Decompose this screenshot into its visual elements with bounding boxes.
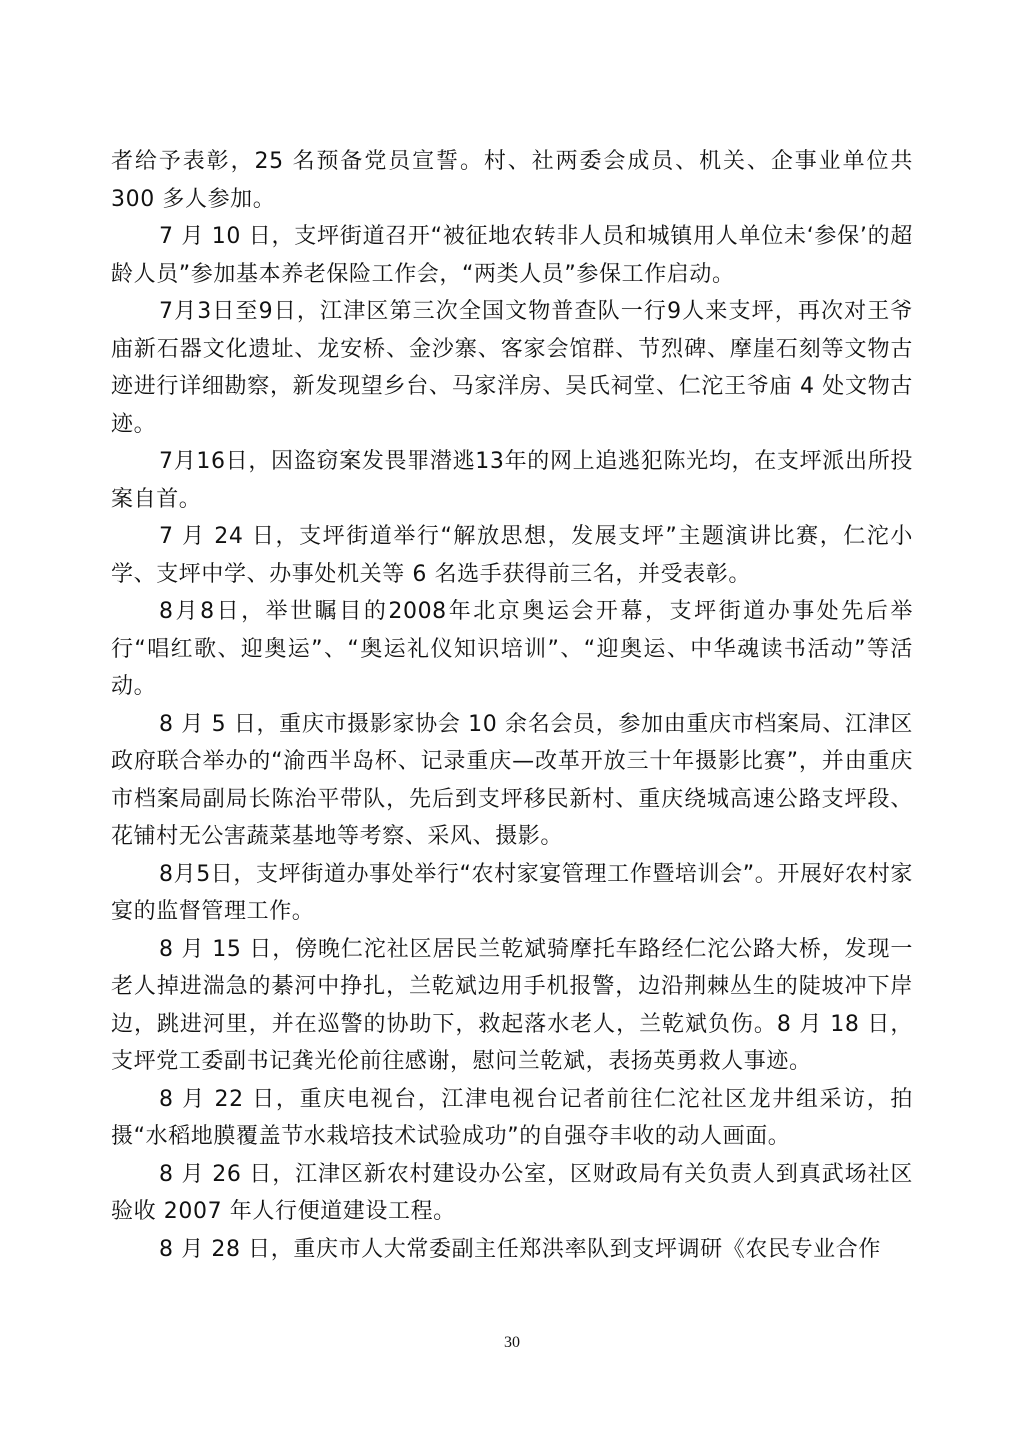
body-text [111, 143, 913, 1268]
paragraph-9: 8 月 15 日，傍晚仁沱社区居民兰乾斌骑摩托车路经仁沱公路大桥，发现一老人掉进湍急的綦河中挣扎，兰乾斌边用手机报警，边沿荆棘丛生的陡坡冲下岸边，跳进河里，并在巡警的协助下，救起落水老人，兰乾斌负伤。8 月 18 日，支坪党工委副书记龚光伦前往感谢，慰问兰乾斌，表扬英勇救人事迹。 [111, 936, 913, 1074]
paragraph-2: 7 月 10 日，支坪街道召开“被征地农转非人员和城镇用人单位未‘参保’的超龄人员”参加基本养老保险工作会，“两类人员”参保工作启动。 [111, 224, 913, 287]
paragraph-12: 8 月 28 日，重庆市人大常委副主任郑洪率队到支坪调研《农民专业合作 [159, 1236, 881, 1262]
paragraph-4: 7月16日，因盗窃案发畏罪潜逃13年的网上追逃犯陈光均，在支坪派出所投案自首。 [111, 449, 913, 512]
paragraph-11: 8 月 26 日，江津区新农村建设办公室，区财政局有关负责人到真武场社区验收 2007 年人行便道建设工程。 [111, 1161, 913, 1224]
paragraph-8: 8月5日，支坪街道办事处举行“农村家宴管理工作暨培训会”。开展好农村家宴的监督管理工作。 [111, 861, 913, 924]
paragraph-1: 者给予表彰，25 名预备党员宣誓。村、社两委会成员、机关、企事业单位共300 多人参加。 [111, 149, 913, 212]
page-number: 30 [504, 1334, 520, 1351]
paragraph-7: 8 月 5 日，重庆市摄影家协会 10 余名会员，参加由重庆市档案局、江津区政府联合举办的“渝西半岛杯、记录重庆—改革开放三十年摄影比赛”，并由重庆市档案局副局长陈治平带队，先后到支坪移民新村、重庆绕城高速公路支坪段、花铺村无公害蔬菜基地等考察、采风、摄影。 [111, 711, 913, 849]
paragraph-10: 8 月 22 日，重庆电视台，江津电视台记者前往仁沱社区龙井组采访，拍摄“水稻地膜覆盖节水栽培技术试验成功”的自强夺丰收的动人画面。 [111, 1086, 913, 1149]
paragraph-3: 7月3日至9日，江津区第三次全国文物普查队一行9人来支坪，再次对王爷庙新石器文化遗址、龙安桥、金沙寨、客家会馆群、节烈碑、摩崖石刻等文物古迹进行详细勘察，新发现望乡台、马家洋房、吴氏祠堂、仁沱王爷庙 4 处文物古迹。 [111, 299, 913, 437]
paragraph-5: 7 月 24 日，支坪街道举行“解放思想，发展支坪”主题演讲比赛，仁沱小学、支坪中学、办事处机关等 6 名选手获得前三名，并受表彰。 [111, 524, 913, 587]
paragraph-6: 8月8日，举世瞩目的2008年北京奥运会开幕，支坪街道办事处先后举行“唱红歌、迎奥运”、“奥运礼仪知识培训”、“迎奥运、中华魂读书活动”等活动。 [111, 599, 913, 699]
